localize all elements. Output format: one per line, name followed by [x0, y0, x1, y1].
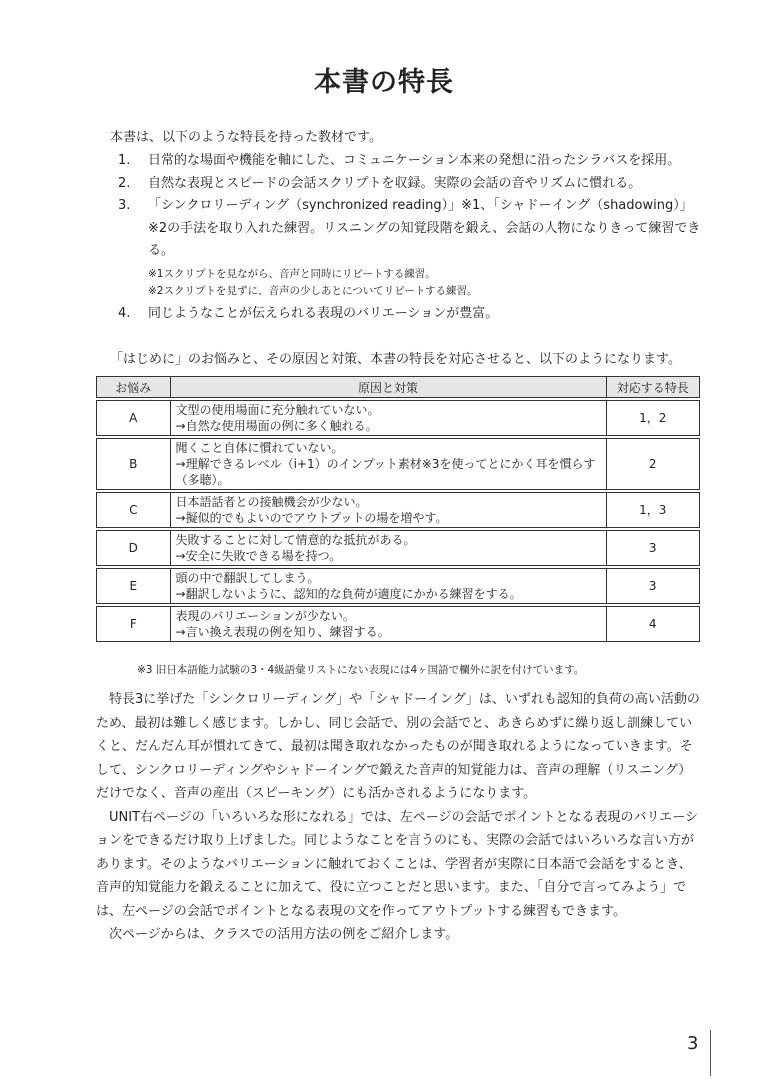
row-id: F — [97, 607, 171, 642]
row-id: D — [97, 531, 171, 566]
feature-item — [118, 303, 703, 326]
row-id: B — [97, 439, 171, 490]
page-title: 本書の特長 — [314, 67, 454, 98]
cause-line: 失敗することに対して情意的な抵抗がある。 — [175, 533, 416, 547]
intro-text: 本書は、以下のような特長を持った教材です。 — [110, 130, 382, 145]
feature-number: 1. — [118, 153, 131, 168]
feature-text: 「シンクロリーディング（synchronized reading）」※1、「シャドーイング（shadowing）」※2の手法を取り入れた練習。リスニングの知覚段階を鍛え、会話の人物になりきって練習できる。 — [148, 198, 701, 258]
feature-number: 3. — [118, 198, 131, 213]
feature-number: 4. — [118, 305, 131, 321]
table-row — [97, 569, 700, 604]
table-footnote: ※3 旧日本語能力試験の3・4級語彙リストにない表現には4ヶ国語で欄外に訳を付けています。 — [137, 664, 585, 676]
table-row — [97, 439, 700, 490]
page-edge-rule — [710, 1030, 711, 1076]
table-header-row — [97, 377, 700, 398]
table-row — [97, 493, 700, 528]
feature-item — [118, 150, 703, 173]
cause-cell — [170, 569, 606, 604]
features-cell: 4 — [606, 607, 700, 642]
column-header: お悩み — [97, 377, 171, 398]
feature-text: 日常的な場面や機能を軸にした、コミュニケーション本来の発想に沿ったシラバスを採用。 — [148, 153, 681, 168]
cause-line: 日本語話者との接触機会が少ない。 — [175, 495, 368, 509]
column-header: 原因と対策 — [170, 377, 606, 398]
cause-line: 聞くこと自体に慣れていない。 — [175, 441, 344, 455]
feature-footnotes — [148, 266, 703, 300]
footnote: ※1スクリプトを見ながら、音声と同時にリピートする練習。 — [148, 267, 436, 280]
row-id: C — [97, 493, 171, 528]
table-row — [97, 531, 700, 566]
cause-cell — [170, 439, 606, 490]
features-cell: 3 — [606, 531, 700, 566]
cause-line: （多聴）。 — [175, 473, 230, 487]
cause-cell — [170, 401, 606, 436]
feature-list — [118, 150, 703, 325]
paragraph: 特長3に挙げた「シンクロリーディング」や「シャドーイング」は、いずれも認知的負荷の高い活動のため、最初は難しく感じます。しかし、同じ会話で、別の会話でと、あきらめずに繰り返し訓練していくと、だんだん耳が慣れてきて、最初は聞き取れなかったものが聞き取れるようになっていきます。そして、シンクロリーディングやシャドーイングで鍛えた音声的知覚能力は、音声の理解（リスニング）だけでなく、音声の産出（スピーキング）にも活かされるようになります。 — [96, 692, 700, 801]
feature-item — [118, 173, 703, 196]
cause-cell — [170, 493, 606, 528]
paragraph: UNIT右ページの「いろいろな形になれる」では、左ページの会話でポイントとなる表現のバリエーションをできるだけ取り上げました。同じようなことを言うのにも、実際の会話ではいろいろな言い方があります。そのようなバリエーションに触れておくことは、学習者が実際に日本語で会話をするとき、音声的知覚能力を鍛えることに加えて、役に立つことだと思います。また、「自分で言ってみよう」では、左ページの会話でポイントとなる表現の文を作ってアウトプットする練習もできます。 — [96, 809, 698, 919]
cause-cell — [170, 607, 606, 642]
cause-cell — [170, 531, 606, 566]
cause-line: →言い換え表現の例を知り、練習する。 — [175, 625, 390, 639]
cause-line: 表現のバリエーションが少ない。 — [175, 609, 355, 623]
features-cell: 2 — [606, 439, 700, 490]
cause-line: →自然な使用場面の例に多く触れる。 — [175, 419, 378, 433]
column-header: 対応する特長 — [606, 377, 700, 398]
table-row — [97, 607, 700, 642]
feature-item — [118, 195, 703, 263]
table-row — [97, 401, 700, 436]
problems-table — [96, 376, 700, 642]
footnote: ※2スクリプトを見ずに、音声の少しあとについてリピートする練習。 — [148, 284, 478, 297]
features-cell: 3 — [606, 569, 700, 604]
cause-line: 頭の中で翻訳してしまう。 — [175, 571, 320, 585]
row-id: E — [97, 569, 171, 604]
cause-line: →擬似的でもよいのでアウトプットの場を増やす。 — [175, 511, 448, 525]
features-cell: 1，2 — [606, 401, 700, 436]
cause-line: 文型の使用場面に充分触れていない。 — [175, 403, 380, 417]
page-number: 3 — [687, 1033, 699, 1054]
table-lead-text: 「はじめに」のお悩みと、その原因と対策、本書の特長を対応させると、以下のようになります。 — [110, 352, 681, 367]
feature-text: 自然な表現とスピードの会話スクリプトを収録。実際の会話の音やリズムに慣れる。 — [148, 175, 642, 191]
row-id: A — [97, 401, 171, 436]
feature-text: 同じようなことが伝えられる表現のバリエーションが豊富。 — [148, 305, 499, 321]
cause-line: →翻訳しないように、認知的な負荷が適度にかかる練習をする。 — [175, 587, 522, 601]
cause-line: →安全に失敗できる場を持つ。 — [175, 549, 342, 563]
feature-number: 2. — [118, 175, 131, 191]
paragraph: 次ページからは、クラスでの活用方法の例をご紹介します。 — [109, 927, 459, 942]
cause-line: →理解できるレベル（i+1）のインプット素材※3を使ってとにかく耳を慣らす — [175, 457, 596, 471]
features-cell: 1，3 — [606, 493, 700, 528]
body-text — [96, 688, 702, 947]
